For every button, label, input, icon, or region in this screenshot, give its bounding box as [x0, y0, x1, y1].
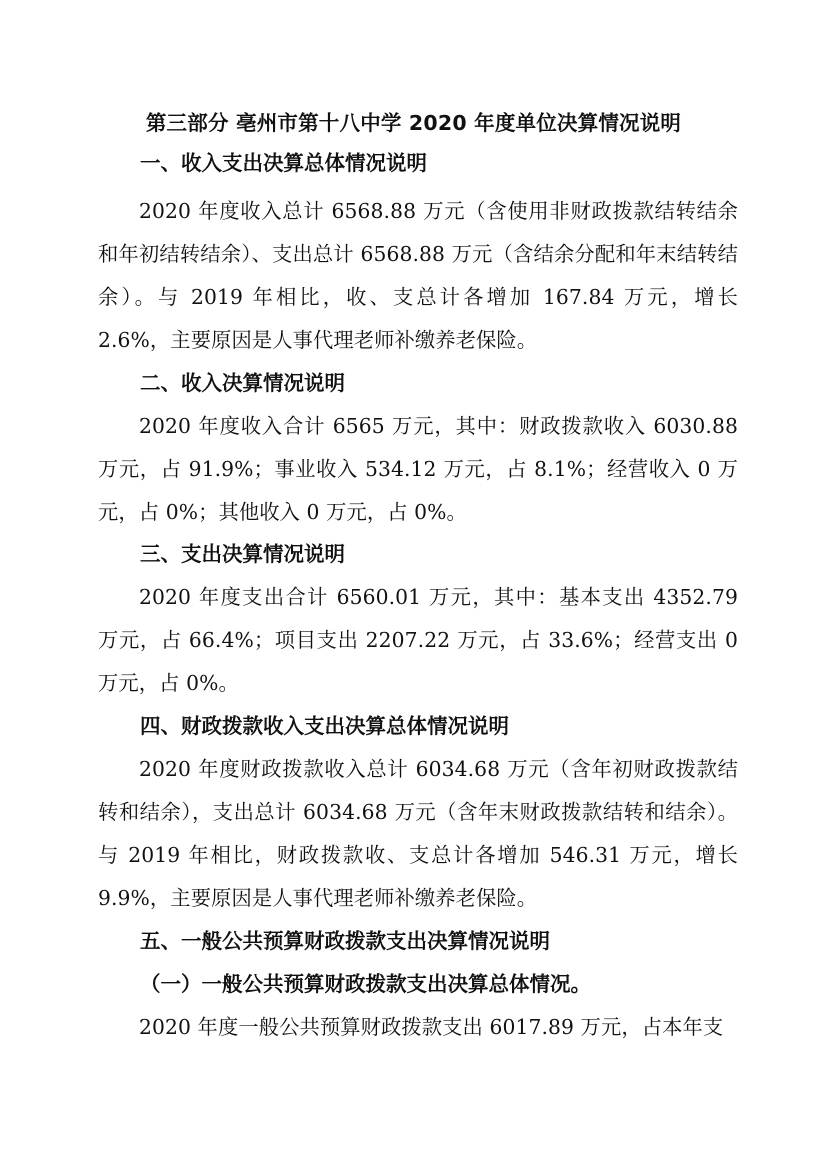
section-1-heading: 一、收入支出决算总体情况说明 — [140, 151, 427, 175]
section-2-paragraph: 2020 年度收入合计 6565 万元，其中：财政拨款收入 6030.88 万元，占 91.9%；事业收入 534.12 万元，占 8.1%；经营收入 0 万元，占 0%；其他收入 0 万元，占 0%。 — [98, 414, 738, 524]
section-4-paragraph: 2020 年度财政拨款收入总计 6034.68 万元（含年初财政拨款结转和结余），支出总计 6034.68 万元（含年末财政拨款结转和结余）。与 2019 年相比，财政拨款收、支总计各增加 546.31 万元，增长 9.9%，主要原因是人事代理老师补缴养老保险。 — [98, 757, 738, 910]
section-2-heading: 二、收入决算情况说明 — [140, 371, 345, 395]
section-1-paragraph: 2020 年度收入总计 6568.88 万元（含使用非财政拨款结转结余和年初结转结余）、支出总计 6568.88 万元（含结余分配和年末结转结余）。与 2019 年相比，收、支总计各增加 167.84 万元，增长 2.6%，主要原因是人事代理老师补缴养老保险。 — [98, 199, 738, 352]
page-title: 第三部分 亳州市第十八中学 2020 年度单位决算情况说明 — [145, 111, 682, 135]
section-3-paragraph: 2020 年度支出合计 6560.01 万元，其中：基本支出 4352.79 万元，占 66.4%；项目支出 2207.22 万元，占 33.6%；经营支出 0 万元，占 0%。 — [98, 585, 738, 695]
section-5-heading: 五、一般公共预算财政拨款支出决算情况说明 — [140, 929, 550, 953]
section-5-subheading: （一）一般公共预算财政拨款支出决算总体情况。 — [140, 972, 591, 996]
section-3-heading: 三、支出决算情况说明 — [140, 542, 345, 566]
section-4-heading: 四、财政拨款收入支出决算总体情况说明 — [140, 714, 509, 738]
section-5-paragraph: 2020 年度一般公共预算财政拨款支出 6017.89 万元，占本年支 — [139, 1015, 724, 1039]
